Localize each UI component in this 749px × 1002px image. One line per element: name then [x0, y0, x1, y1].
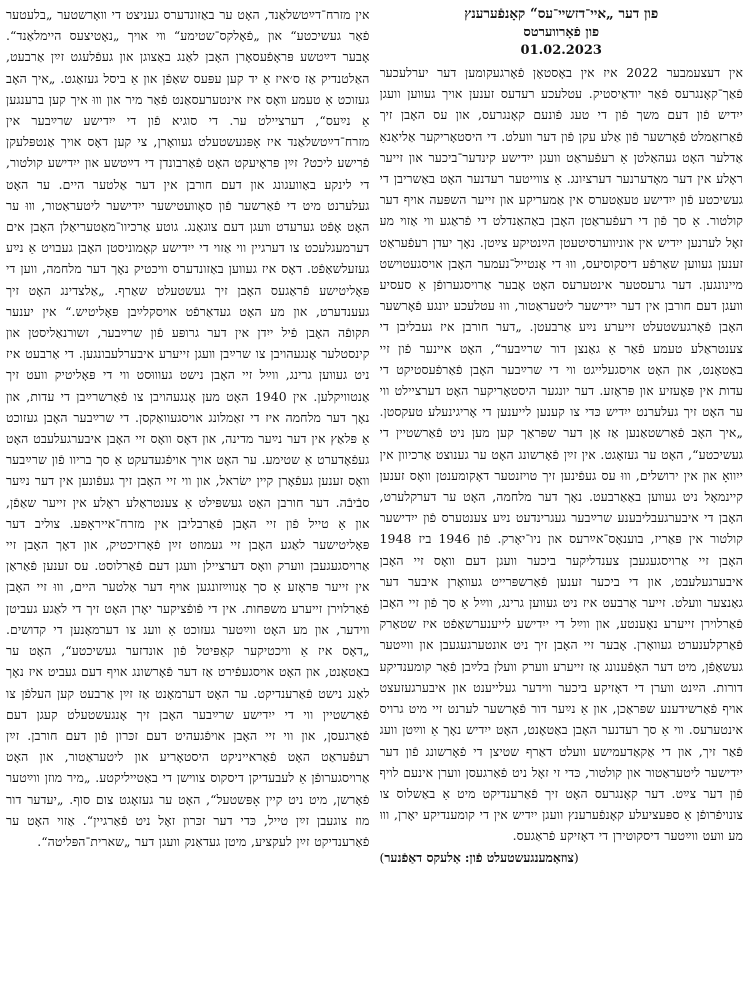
- newspaper-page: [6, 4, 743, 998]
- credit-label: צוזאַמענגעשטעלט פֿון:: [464, 849, 574, 865]
- article-right-column: [6, 4, 370, 998]
- article-credit: (צוזאַמענגעשטעלט פֿון: אַלעקס דאַפֿנער): [379, 849, 579, 865]
- credit-author: אַלעקס דאַפֿנער: [384, 849, 461, 865]
- article-header: [380, 4, 744, 60]
- article-body-part-1: אין מזרח־דײַטשלאַנד, האָט ער באַזונדערס געניצט די װאָרשטער „בלעטער פֿאַר געשיכטע“ און „פֿאָלקס־שטימע“ װי אויך „נאָטיצעס היימלאַנד“. אָבער דײַטשע פּראָפֿעסאָרן האָבן לאַנג באַצוגן און געפֿלעגט זײַן אַרבעט, האַלטנדיק אַז ס׳איז אַ יד קען עפּעס שאַפֿן און אַ ביסל געזאַגט. „איך האָב געזוכט אַ טעמע װאָס איז אינטערעסאַנט פֿאַר מיר און װוּ איך קען ברענגען אַ נײַעס“, דערציילט ער. די סוגיא פֿון די ייִדישע שרײַבער אין מזרח־דײַטשלאַנד איז אָפּגעשטעלט געוואָרן, צי קען דאָס אויך אַנטפּלעקן פֿרישע ליכט? זײַן פּראָיעקט האָט פֿאַרבונדן די דײַטשע און ייִדישע קולטור, די לינקע באַוועגונג און דעם חורבן אין דער אַלטער היים. ער האָט געלערנט מיט די פֿאַרשער פֿון סאָוועטישער ייִדישער ליטעראַטור, װוּ ער האָט אָפֿט גערעדט װעגן דעם צוגאַנג. גוטע אַרכיוו־מאַטעריאַלן האָבן אים דערמעגלעכט צו דערגיין ווי אַזוי די ייִדישע קאָמוניסטן האָבן געבויט אַ נײַע געזעלשאַפֿט. דאָס איז געווען באַזונדערס וויכטיק נאָך דער מלחמה, ווען די פּאָליטישע פֿראַגעס האָבן זיך געשטעלט שאַרף. „אַלצדינג האָט זיך געענדערט, און מע האָט געדאַרפֿט אויסקלײַבן פּאָליטיש.“ אין יענער תּקופֿה האָבן פֿיל ייִדן אין דער גרופּע פֿון שרײַבער, זשורנאַליסטן און קינסטלער אָנגעהויבן צו שרײַבן װעגן זייערע איבערלעבונגען. די אַרבעט איז ניט געווען גרינג, ווײַל זיי האָבן נישט געוווּסט ווי די פּאָליטיק וועט זיך אַנטוויקלען. אין 1940 האָט מען אָנגעהויבן צו פֿאַרשרײַבן די עדות, און נאָך דער מלחמה איז די זאַמלונג אויסגעוואַקסן. די שרײַבער האָבן געזוכט אַ פּלאַץ אין דער נײַער מדינה, און דאָס וואָס זיי האָבן איבערגעלעבט האָט געפֿאָדערט אַ שטימע. ער האָט אויך אויפֿגעדעקט אַ סך בריוו פֿון שרײַבער וואָס זענען געפֿאָרן קיין ישׂראל, און ווי זיי האָבן זיך געפֿונען אין דער נײַער סבֿיבֿה. דער חורבן האָט געשפּילט אַ צענטראַלע ראָלע אין זייער שאַפֿן, און אַ טייל פֿון זיי האָבן פֿאַרבליבן אין מזרח־אייראָפּע. צוליב דער פּאָליטישער לאַגע האָבן זיי געמוזט זײַן פֿאָרזיכטיק, און דאָך האָבן זיי אַרויסגעגעבן ווערק וואָס דערציילן וועגן דעם פֿאַרלוסט. עס זענען פֿאַראַן אין זייער פּראָזע אַ סך אָנווײַזונגען אויף דער אַלטער היים, וווּ זיי האָבן פֿאַרלוירן זייערע משפּחות. אין די פֿופֿציקער יאָרן האָט זיך די לאַגע געביטן ווידער, און מע האָט ווײַטער געזוכט אַ וועג צו דערמאָנען די קדושים. „דאָס איז אַ וויכטיקער קאַפּיטל פֿון אונדזער געשיכטע“, האָט ער באַטאָנט, און האָט אויסגעפֿירט אַז דער פֿאָרשונג אויף דעם געביט איז נאָך לאַנג נישט פֿאַרענדיקט. ער האָט דערמאָנט אַז זײַן אַרבעט קען העלפֿן צו פֿאַרשטיין ווי די ייִדישע שרײַבער האָבן זיך אָנגעשטעלט קעגן דעם פֿאַרגעסן, און ווי זיי האָבן אויפֿגעהיט דעם זכּרון פֿון דעם חורבן. זײַן רעפֿעראַט האָט פֿאַראייניקט היסטאָריע און ליטעראַטור, און האָט אַרויסגערופֿן אַ לעבעדיקן דיסקוס צווישן די באַטייליקטע. „מיר מוזן ווײַטער פֿאָרשן, מיט ניט קיין אָפּשטעל“, האָט ער געזאָגט צום סוף. „יעדער דור מוז צוגעבן זײַן טייל, כּדי דער זכּרון זאָל ניט פֿאַרגיין“. אַזוי האָט ער פֿאַרענדיקט זײַן לעקציע, מיטן געדאַנק וועגן דער „שארית־הפּליטה“.: [6, 7, 370, 849]
- article-body-part-2: אין דעצעמבער 2022 איז אין באָסטאָן פֿאָרגעקומען דער יערלעכער פֿאַך־קאָנגרעס פֿאַר יודאַיסטיק. עטלעכע רעדעס זענען אויך געווען וועגן ייִדיש פֿון דעם משך פֿון די טעג פֿונעם קאָנגרעס, און עס האָבן זיך פֿאַרזאַמלט פֿאָרשער פֿון אַלע עקן פֿון דער וועלט. די היסטאָריקער אַליאַנאַ אַדלער האָט געהאַלטן אַ רעפֿעראַט וועגן ייִדישע קינדער־ביכער און זייער ראָלע אין דער מאָדערנער דערציִונג. אַ צווייטער רעדנער האָט באַשריבן די געשיכטע פֿון ייִדישע טעאַטערס אין אַמעריקע און זייער השפּעה אויף דער קולטור. אַ סך פֿון די רעפֿעראַטן האָבן באַהאַנדלט די פֿראַגע ווי אַזוי מע זאָל לערנען ייִדיש אין אוניווערסיטעטן הײַנטיקע צײַטן. נאָך יעדן רעפֿעראַט זענען געווען שאַרפֿע דיסקוסיעס, וווּ די אָנטייל־נעמער האָבן אויסגעטוישט מיינונגען. דער גרעסטער אינטערעס האָט אָבער אַרויסגערופֿן אַ סעסיע וועגן דעם חורבן אין דער ייִדישער ליטעראַטור, וווּ עטלעכע יונגע פֿאָרשער האָבן פֿאָרגעשטעלט זייערע נײַע אַרבעטן. „דער חורבן איז געבליבן די צענטראַלע טעמע פֿאַר אַ גאַנצן דור שרײַבער“, האָט איינער פֿון זיי באַטאָנט, און האָט אויסגעלייגט ווי די שרײַבער האָבן פֿאַרפֿעסטיקט די עדות אין פּאָעזיע און פּראָזע. דער יונגער היסטאָריקער האָט דערציילט ווי ער האָט זיך געלערנט ייִדיש כּדי צו קענען לייענען די אָריגינעלע טעקסטן. „איך האָב פֿאַרשטאַנען אַז אָן דער שפּראַך קען מען ניט פֿאַרשטיין די געשיכטע“, האָט ער געזאָגט. אין זײַן פֿאָרשונג האָט ער גענוצט אַרכיוון אין ייִוואָ און אין ירושלים, וווּ עס געפֿינען זיך טויזנטער דאָקומענטן וואָס זענען קיינמאָל ניט געווען באַאַרבעט. נאָך דער מלחמה, האָט ער דערקלערט, האָבן די איבערגעבליבענע שרײַבער געגרינדעט נײַע צענטערס פֿון ייִדישער קולטור אין פּאַריז, בוענאָס־אײַרעס און ניו־יאָרק. פֿון 1946 ביז 1948 האָבן זיי אַרויסגעגעבן צענדליקער ביכער וועגן דעם וואָס זיי האָבן איבערגעלעבט, און די ביכער זענען פֿאַרשפּרייט געוואָרן איבער דער גאַנצער וועלט. זייער אַרבעט איז ניט געווען גרינג, ווײַל אַ סך פֿון זיי האָבן פֿאַרלוירן זייערע נאָענטע, און ווײַל די ייִדישע לייענערשאַפֿט איז שטאַרק פֿאַרקלענערט געוואָרן. אָבער זיי האָבן זיך ניט אונטערגעגעבן און ווײַטער געשאַפֿן, מיט דער האָפֿענונג אַז זייערע ווערק וועלן בלײַבן פֿאַר קומענדיקע דורות. הײַנט ווערן די דאָזיקע ביכער ווידער געלייענט און איבערגעזעצט אויף פֿאַרשידענע שפּראַכן, און אַ נײַער דור פֿאָרשער לערנט זיי מיט גרויס אינטערעס. ווי אַ סך רעדנער האָבן באַטאָנט, האָט ייִדיש נאָך אַ ווײַטן וועג פֿאַר זיך, און די אַקאַדעמישע וועלט דאַרף שטיצן די פֿאָרשונג פֿון דער ייִדישער ליטעראַטור און קולטור, כּדי זי זאָל ניט פֿאַרגעסן ווערן אינעם לויף פֿון דער צײַט. דער קאָנגרעס האָט זיך פֿאַרענדיקט מיט אַ באַשלוס צו צונויפֿרופֿן אַ ספּעציעלע קאָנפֿערענץ וועגן ייִדיש אין די קומענדיקע יאָרן, וווּ מע וועט ווײַטער דיסקוטירן די דאָזיקע פֿראַגעס.: [379, 65, 743, 844]
- article-date: 01.02.2023: [520, 43, 602, 58]
- article-source: פון פֿאָרווערטס: [523, 25, 600, 40]
- article-left-column: [380, 4, 744, 998]
- article-title: פון דער „איי־דזשיי־עס“ קאָנפֿערענץ: [464, 6, 659, 22]
